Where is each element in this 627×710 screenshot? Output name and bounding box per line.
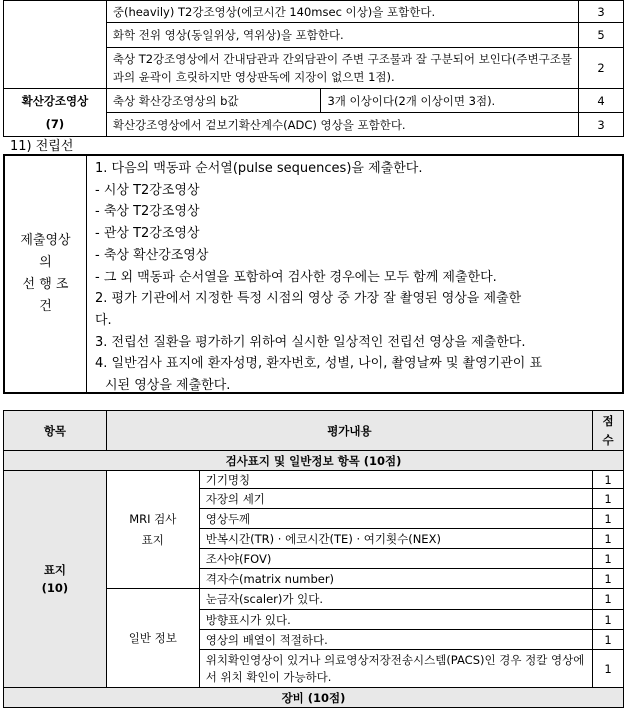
submission-line: - 시상 T2강조영상 <box>95 182 200 198</box>
submission-label <box>5 156 87 392</box>
submission-conditions-box <box>3 154 624 394</box>
criteria-text: 중(heavily) T2강조영상(에코시간 140msec 이상)을 포함한다. <box>106 1 578 23</box>
criteria-text: 위치확인영상이 있거나 의료영상저장전송시스템(PACS)인 경우 정칼 영상에서 위치 확인이 가능하다. <box>199 650 592 688</box>
group-label-line: 확산강조영상 <box>21 93 89 108</box>
score-cell: 2 <box>579 48 624 89</box>
group-label-marking <box>4 471 107 688</box>
criteria-text: 격자수(matrix number) <box>199 569 592 589</box>
header-content: 평가내용 <box>106 411 592 451</box>
submission-line: 1. 다음의 맥동파 순서열(pulse sequences)을 제출한다. <box>95 161 423 176</box>
section-title: 장비 (10점) <box>4 688 624 708</box>
section-row <box>4 451 624 471</box>
criteria-text: 기기명칭 <box>199 471 592 489</box>
header-item: 항목 <box>4 411 107 451</box>
criteria-text: 영상두께 <box>199 509 592 529</box>
score-cell: 1 <box>593 509 624 529</box>
label-line: 건 <box>39 299 52 314</box>
section-title: 검사표지 및 일반정보 항목 (10점) <box>4 451 624 471</box>
group-label-diffusion <box>4 89 107 137</box>
table-row <box>4 1 624 23</box>
label-line: 제출영상 <box>20 233 71 248</box>
header-score-line: 점 <box>602 413 614 428</box>
section-row <box>4 688 624 708</box>
score-cell: 1 <box>593 650 624 688</box>
table-header-row <box>4 411 624 451</box>
criteria-text: 3개 이상이다(2개 이상이면 3점). <box>321 89 579 113</box>
sub-label-line: MRI 검사 <box>129 511 177 526</box>
group-label-line: (7) <box>45 116 65 131</box>
score-cell: 1 <box>593 630 624 650</box>
score-cell: 3 <box>579 1 624 23</box>
group-cell-empty <box>4 1 107 89</box>
submission-line: - 축상 T2강조영상 <box>95 204 200 220</box>
submission-line: 2. 평가 기관에서 지정한 특정 시점의 영상 중 가장 잘 촬영된 영상을 제출한 <box>95 291 522 307</box>
top-criteria-table <box>3 0 624 137</box>
criteria-text: 방향표시가 있다. <box>199 610 592 630</box>
criteria-text: 눈금자(scaler)가 있다. <box>199 589 592 610</box>
sub-label-general: 일반 정보 <box>106 589 199 688</box>
submission-line: 3. 전립선 질환을 평가하기 위하여 실시한 일상적인 전립선 영상을 제출한다. <box>95 334 526 350</box>
criteria-text: 영상의 배열이 적절하다. <box>199 630 592 650</box>
criteria-text: 축상 T2강조영상에서 간내담관과 간외담관이 주변 구조물과 잘 구분되어 보인다(주변구조물과의 윤곽이 흐릿하지만 영상판독에 지장이 없으면 1점). <box>106 48 578 89</box>
score-cell: 1 <box>593 589 624 610</box>
criteria-text: 축상 확산강조영상의 b값 <box>106 89 321 113</box>
group-label-line: 표지 <box>43 563 67 577</box>
criteria-text: 조사야(FOV) <box>199 549 592 569</box>
sub-label-mri <box>106 471 199 589</box>
score-cell: 1 <box>593 489 624 509</box>
table-row <box>4 89 624 113</box>
sub-label-line: 표지 <box>141 532 164 547</box>
submission-line: - 관상 T2강조영상 <box>95 226 200 242</box>
submission-text <box>87 156 622 392</box>
score-cell: 1 <box>593 529 624 549</box>
score-cell: 4 <box>579 89 624 113</box>
section-heading: 11) 전립선 <box>10 139 74 154</box>
label-line: 선 행 조 <box>22 277 69 292</box>
score-cell: 5 <box>579 23 624 48</box>
submission-line: - 그 외 맥동파 순서열을 포함하여 검사한 경우에는 모두 함께 제출한다. <box>95 269 497 285</box>
table-row <box>4 471 624 489</box>
criteria-text: 확산강조영상에서 겉보기확산계수(ADC) 영상을 포함한다. <box>106 113 578 137</box>
criteria-text: 화학 전위 영상(동일위상, 역위상)을 포함한다. <box>106 23 578 48</box>
evaluation-table <box>3 410 624 708</box>
submission-line: 시된 영상을 제출한다. <box>105 378 231 394</box>
score-cell: 1 <box>593 549 624 569</box>
header-score-line: 수 <box>602 432 614 447</box>
header-score <box>593 411 624 451</box>
submission-line: - 축상 확산강조영상 <box>95 247 209 263</box>
score-cell: 1 <box>593 569 624 589</box>
score-cell: 1 <box>593 610 624 630</box>
score-cell: 1 <box>593 471 624 489</box>
group-label-line: (10) <box>41 581 69 595</box>
label-line: 의 <box>39 255 52 270</box>
submission-line: 다. <box>95 312 112 328</box>
criteria-text: 자장의 세기 <box>199 489 592 509</box>
criteria-text: 반복시간(TR) · 에코시간(TE) · 여기횟수(NEX) <box>199 529 592 549</box>
submission-line: 4. 일반검사 표지에 환자성명, 환자번호, 성별, 나이, 촬영날짜 및 촬영기관이 표 <box>95 356 542 372</box>
score-cell: 3 <box>579 113 624 137</box>
